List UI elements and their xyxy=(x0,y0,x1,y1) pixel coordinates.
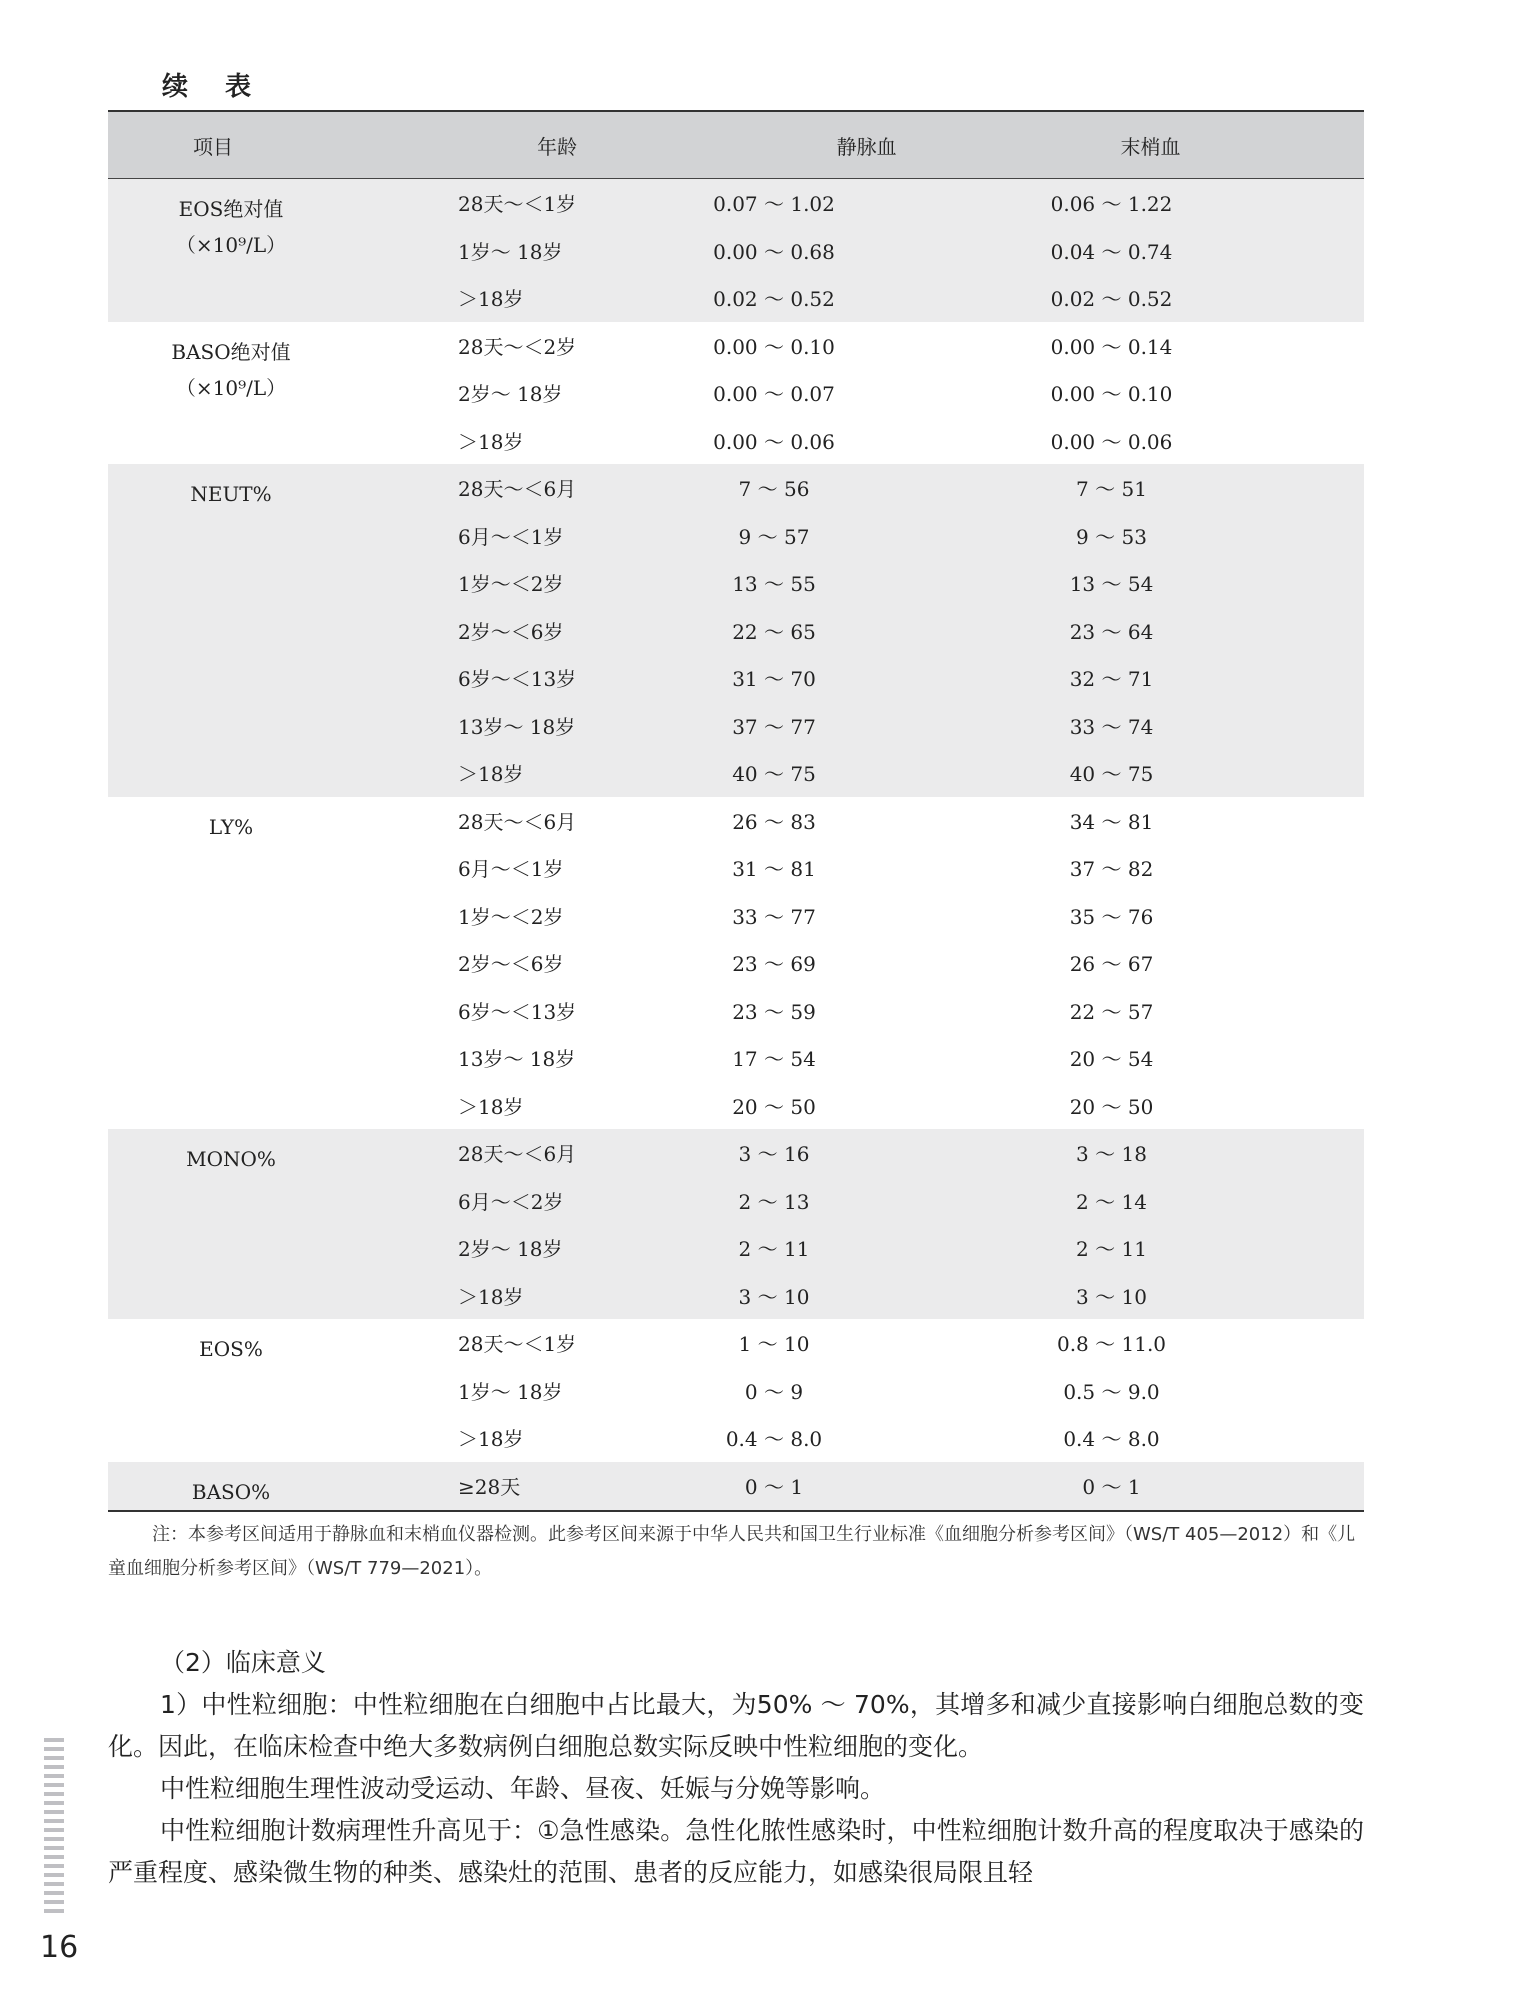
age-cell: 28天～＜6月 xyxy=(458,477,577,502)
venous-cell: 3 ～ 16 xyxy=(738,1142,810,1167)
table-row xyxy=(354,179,1364,227)
age-cell: 1岁～＜2岁 xyxy=(458,904,564,929)
continued-table-title: 续 表 xyxy=(162,72,266,102)
peripheral-cell: 0.5 ～ 9.0 xyxy=(1063,1379,1160,1404)
peripheral-cell: 3 ～ 10 xyxy=(1076,1284,1147,1309)
peripheral-cell: 32 ～ 71 xyxy=(1069,667,1154,692)
table-row xyxy=(354,322,1364,370)
venous-cell: 2 ～ 13 xyxy=(738,1189,810,1214)
group-name xyxy=(108,1129,354,1319)
age-cell: 1岁～ 18岁 xyxy=(458,239,563,264)
age-cell: 6月～＜1岁 xyxy=(458,524,564,549)
peripheral-cell: 22 ～ 57 xyxy=(1069,999,1154,1024)
table-row xyxy=(354,274,1364,322)
table-row xyxy=(354,417,1364,465)
group-label: EOS绝对值 xyxy=(178,197,284,221)
venous-cell: 0.07 ～ 1.02 xyxy=(713,192,835,217)
header-venous: 静脉血 xyxy=(836,134,897,159)
group-unit: （×10⁹/L） xyxy=(175,375,287,400)
venous-cell: 0.00 ～ 0.68 xyxy=(713,239,835,264)
peripheral-cell: 37 ～ 82 xyxy=(1069,857,1154,882)
group-name xyxy=(108,797,354,1130)
table-row xyxy=(354,939,1364,987)
peripheral-cell: 0.04 ～ 0.74 xyxy=(1050,239,1173,264)
peripheral-cell: 0.00 ～ 0.10 xyxy=(1050,382,1173,407)
peripheral-cell: 13 ～ 54 xyxy=(1069,572,1154,597)
table-row xyxy=(354,749,1364,797)
peripheral-cell: 0.4 ～ 8.0 xyxy=(1063,1427,1160,1452)
table-row xyxy=(354,512,1364,560)
peripheral-cell: 2 ～ 14 xyxy=(1076,1189,1147,1214)
venous-cell: 31 ～ 81 xyxy=(732,857,816,882)
table-row xyxy=(354,559,1364,607)
peripheral-cell: 9 ～ 53 xyxy=(1076,524,1147,549)
venous-cell: 37 ～ 77 xyxy=(732,714,816,739)
age-cell: 6岁～＜13岁 xyxy=(458,667,577,692)
age-cell: ＞18岁 xyxy=(458,287,524,312)
header-item: 项目 xyxy=(193,134,234,159)
age-cell: 13岁～ 18岁 xyxy=(458,714,576,739)
paragraph: 中性粒细胞生理性波动受运动、年龄、昼夜、妊娠与分娩等影响。 xyxy=(160,1774,886,1803)
peripheral-cell: 0.02 ～ 0.52 xyxy=(1050,287,1173,312)
table-group xyxy=(108,179,1364,322)
table-note: 注：本参考区间适用于静脉血和末梢血仪器检测。此参考区间来源于中华人民共和国卫生行业标准《血细胞分析参考区间》（WS/T 405—2012）和《儿童血细胞分析参考区间》（WS/T 779—2021）。 xyxy=(108,1524,1356,1579)
age-cell: 28天～＜6月 xyxy=(458,809,577,834)
peripheral-cell: 40 ～ 75 xyxy=(1069,762,1154,787)
venous-cell: 0.00 ～ 0.07 xyxy=(713,382,835,407)
venous-cell: 13 ～ 55 xyxy=(732,572,816,597)
venous-cell: 20 ～ 50 xyxy=(732,1094,816,1119)
header-age: 年龄 xyxy=(537,134,578,159)
table-row xyxy=(354,1082,1364,1130)
group-label: BASO% xyxy=(191,1479,271,1504)
peripheral-cell: 0 ～ 1 xyxy=(1082,1474,1141,1499)
peripheral-cell: 23 ～ 64 xyxy=(1069,619,1154,644)
table-row xyxy=(354,369,1364,417)
venous-cell: 23 ～ 59 xyxy=(732,999,816,1024)
peripheral-cell: 35 ～ 76 xyxy=(1069,904,1154,929)
peripheral-cell: 26 ～ 67 xyxy=(1069,952,1154,977)
age-cell: ＞18岁 xyxy=(458,429,524,454)
age-cell: 2岁～ 18岁 xyxy=(458,382,563,407)
venous-cell: 9 ～ 57 xyxy=(738,524,810,549)
paragraph: 1）中性粒细胞：中性粒细胞在白细胞中占比最大，为50% ～ 70%，其增多和减少直接影响白细胞总数的变化。因此，在临床检查中绝大多数病例白细胞总数实际反映中性粒细胞的变化。 xyxy=(108,1690,1364,1761)
table-body xyxy=(108,179,1364,1510)
age-cell: 6月～＜1岁 xyxy=(458,857,564,882)
group-unit: （×10⁹/L） xyxy=(175,233,287,257)
age-cell: ＞18岁 xyxy=(458,1284,524,1309)
header-peripheral: 末梢血 xyxy=(1120,134,1181,159)
age-cell: 28天～＜2岁 xyxy=(458,334,577,359)
venous-cell: 0 ～ 1 xyxy=(744,1474,804,1499)
table-row xyxy=(354,1367,1364,1415)
venous-cell: 33 ～ 77 xyxy=(732,904,816,929)
table-row xyxy=(354,1462,1364,1510)
venous-cell: 0.4 ～ 8.0 xyxy=(725,1427,823,1452)
group-label: NEUT% xyxy=(190,482,272,506)
table-row xyxy=(354,1034,1364,1082)
peripheral-cell: 7 ～ 51 xyxy=(1076,477,1147,502)
group-name xyxy=(108,1319,354,1462)
peripheral-cell: 20 ～ 50 xyxy=(1069,1094,1154,1119)
group-label: BASO绝对值 xyxy=(171,339,291,364)
table-row xyxy=(354,844,1364,892)
age-cell: 28天～＜1岁 xyxy=(458,192,577,217)
table-group xyxy=(108,1319,1364,1462)
group-name xyxy=(108,322,354,465)
table-row xyxy=(354,987,1364,1035)
peripheral-cell: 20 ～ 54 xyxy=(1069,1047,1154,1072)
age-cell: ＞18岁 xyxy=(458,762,524,787)
venous-cell: 17 ～ 54 xyxy=(732,1047,816,1072)
age-cell: ＞18岁 xyxy=(458,1427,524,1452)
peripheral-cell: 2 ～ 11 xyxy=(1076,1237,1147,1262)
table-row xyxy=(354,464,1364,512)
paragraph: 中性粒细胞计数病理性升高见于：①急性感染。急性化脓性感染时，中性粒细胞计数升高的程度取决于感染的严重程度、感染微生物的种类、感染灶的范围、患者的反应能力，如感染很局限且轻 xyxy=(108,1816,1364,1887)
table-row xyxy=(354,892,1364,940)
table-row xyxy=(354,1224,1364,1272)
peripheral-cell: 3 ～ 18 xyxy=(1076,1142,1147,1167)
peripheral-cell: 34 ～ 81 xyxy=(1069,809,1154,834)
reference-range-table xyxy=(108,110,1364,1512)
venous-cell: 0.00 ～ 0.10 xyxy=(713,334,835,359)
group-name xyxy=(108,464,354,797)
group-name xyxy=(108,179,354,322)
age-cell: 2岁～＜6岁 xyxy=(458,952,564,977)
table-row xyxy=(354,654,1364,702)
table-row xyxy=(354,702,1364,750)
age-cell: ≥28天 xyxy=(458,1474,521,1499)
table-header xyxy=(108,112,1364,179)
venous-cell: 3 ～ 10 xyxy=(738,1284,810,1309)
venous-cell: 0.02 ～ 0.52 xyxy=(713,287,835,312)
venous-cell: 7 ～ 56 xyxy=(738,477,810,502)
table-group xyxy=(108,1462,1364,1510)
peripheral-cell: 0.06 ～ 1.22 xyxy=(1050,192,1173,217)
group-label: EOS% xyxy=(199,1337,263,1361)
peripheral-cell: 0.00 ～ 0.06 xyxy=(1050,429,1173,454)
venous-cell: 26 ～ 83 xyxy=(732,809,816,834)
age-cell: 1岁～ 18岁 xyxy=(458,1379,563,1404)
table-group xyxy=(108,464,1364,797)
group-label: MONO% xyxy=(186,1147,276,1171)
age-cell: 13岁～ 18岁 xyxy=(458,1047,576,1072)
table-row xyxy=(354,1272,1364,1320)
table-group xyxy=(108,322,1364,465)
margin-decoration xyxy=(44,1738,64,1918)
table-row xyxy=(354,1319,1364,1367)
table-group xyxy=(108,1129,1364,1319)
age-cell: 2岁～ 18岁 xyxy=(458,1237,563,1262)
age-cell: 6月～＜2岁 xyxy=(458,1189,564,1214)
table-row xyxy=(354,1177,1364,1225)
venous-cell: 0.00 ～ 0.06 xyxy=(713,429,835,454)
table-row xyxy=(354,227,1364,275)
venous-cell: 0 ～ 9 xyxy=(744,1379,804,1404)
group-label: LY% xyxy=(208,814,254,839)
section-heading: （2）临床意义 xyxy=(160,1648,326,1677)
peripheral-cell: 33 ～ 74 xyxy=(1069,714,1154,739)
age-cell: 28天～＜1岁 xyxy=(458,1332,577,1357)
venous-cell: 23 ～ 69 xyxy=(732,952,816,977)
table-row xyxy=(354,1414,1364,1462)
page-number: 16 xyxy=(40,1930,79,1965)
venous-cell: 1 ～ 10 xyxy=(738,1332,810,1357)
age-cell: 2岁～＜6岁 xyxy=(458,619,564,644)
venous-cell: 2 ～ 11 xyxy=(738,1237,810,1262)
table-row xyxy=(354,1129,1364,1177)
peripheral-cell: 0.8 ～ 11.0 xyxy=(1056,1332,1167,1357)
venous-cell: 22 ～ 65 xyxy=(732,619,816,644)
table-row xyxy=(354,797,1364,845)
age-cell: ＞18岁 xyxy=(458,1094,524,1119)
venous-cell: 31 ～ 70 xyxy=(732,667,816,692)
body-text xyxy=(108,1642,1364,1894)
age-cell: 6岁～＜13岁 xyxy=(458,999,577,1024)
peripheral-cell: 0.00 ～ 0.14 xyxy=(1050,334,1173,359)
table-group xyxy=(108,797,1364,1130)
table-row xyxy=(354,607,1364,655)
venous-cell: 40 ～ 75 xyxy=(732,762,816,787)
age-cell: 1岁～＜2岁 xyxy=(458,572,564,597)
age-cell: 28天～＜6月 xyxy=(458,1142,577,1167)
group-name xyxy=(108,1462,354,1510)
